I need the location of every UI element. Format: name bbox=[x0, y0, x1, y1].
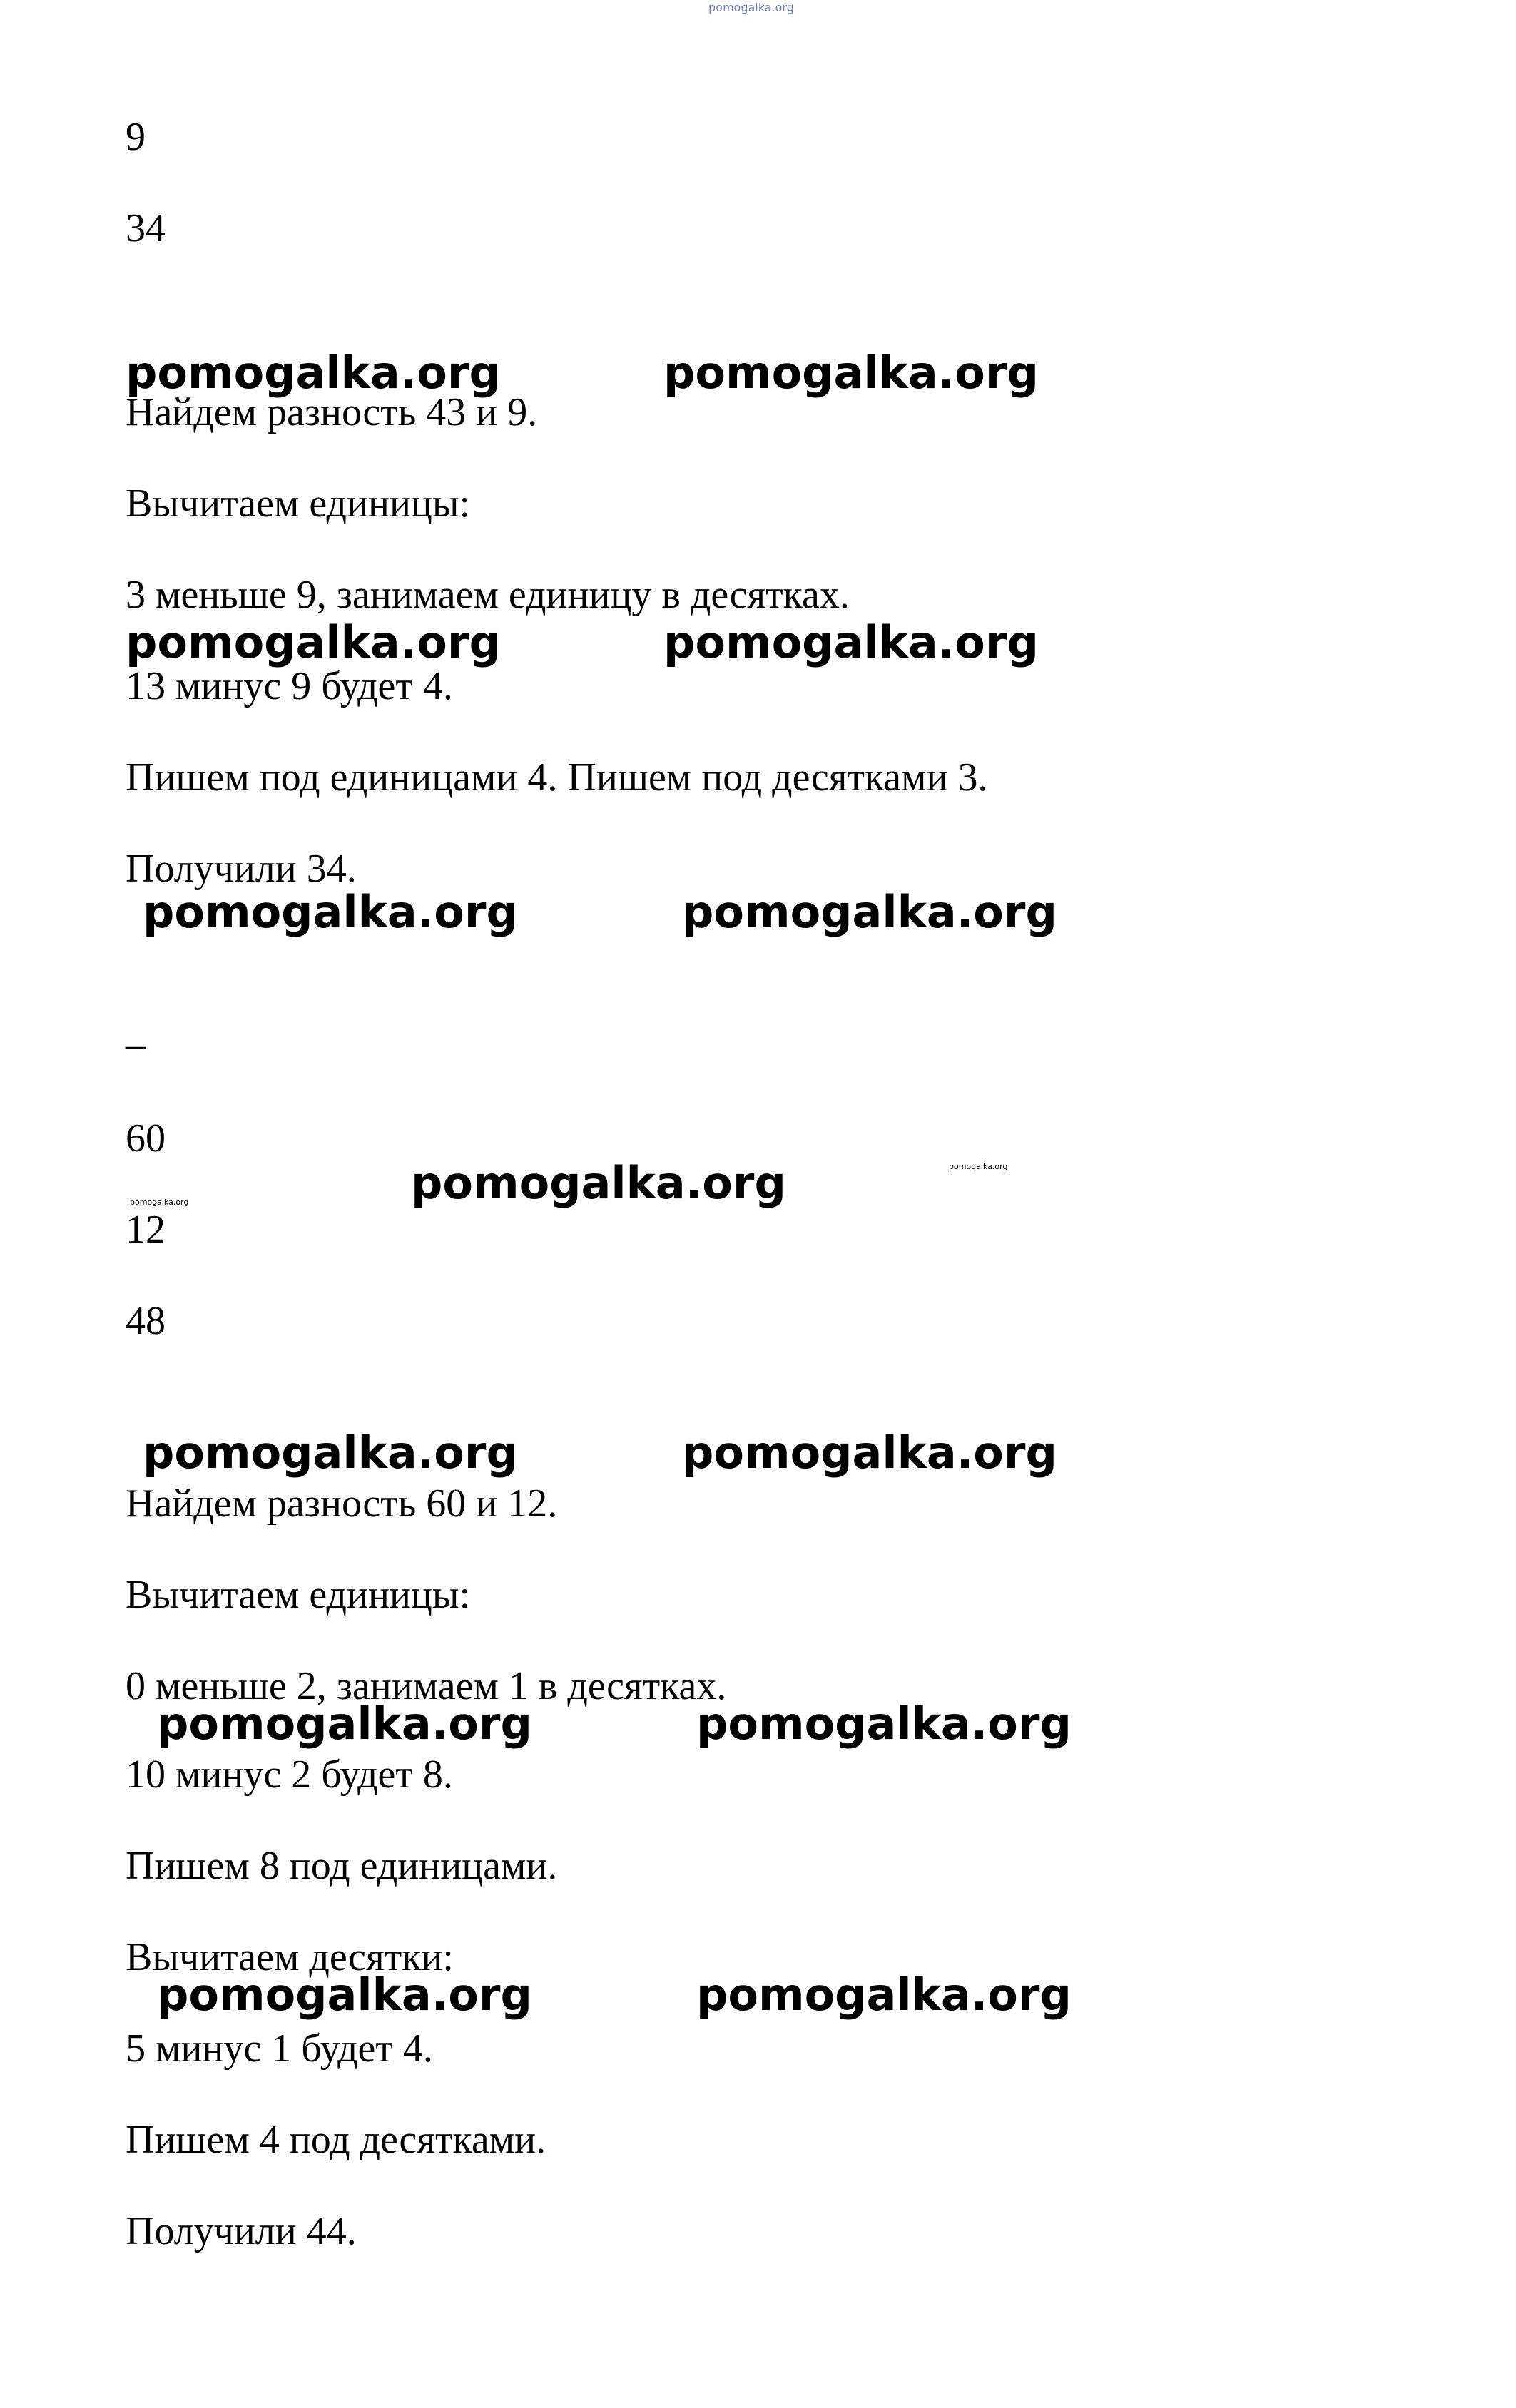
ex2-step-1: Найдем разность 60 и 12. bbox=[126, 1481, 558, 1526]
watermark-small: pomogalka.org bbox=[130, 1198, 189, 1207]
ex1-subtrahend: 9 bbox=[126, 115, 146, 159]
watermark: pomogalka.org bbox=[143, 886, 518, 938]
ex2-step-7: 5 минус 1 будет 4. bbox=[126, 2026, 433, 2071]
ex2-step-2: Вычитаем единицы: bbox=[126, 1573, 471, 1617]
ex2-result: 48 bbox=[126, 1299, 166, 1343]
watermark: pomogalka.org bbox=[682, 886, 1057, 938]
ex1-step-1: Найдем разность 43 и 9. bbox=[126, 390, 538, 434]
ex1-step-5: Пишем под единицами 4. Пишем под десятками 3. bbox=[126, 755, 988, 800]
watermark: pomogalka.org bbox=[682, 1427, 1057, 1479]
ex1-step-2: Вычитаем единицы: bbox=[126, 481, 471, 526]
watermark: pomogalka.org bbox=[143, 1427, 518, 1479]
ex1-step-4: 13 минус 9 будет 4. bbox=[126, 664, 453, 708]
watermark: pomogalka.org bbox=[696, 1698, 1072, 1750]
watermark: pomogalka.org bbox=[157, 1698, 532, 1750]
ex1-result: 34 bbox=[126, 206, 166, 250]
ex2-step-8: Пишем 4 под десятками. bbox=[126, 2118, 546, 2162]
ex2-step-4: 10 минус 2 будет 8. bbox=[126, 1753, 453, 1797]
watermark: pomogalka.org bbox=[126, 347, 501, 399]
ex2-step-3: 0 меньше 2, занимаем 1 в десятках. bbox=[126, 1664, 727, 1708]
watermark: pomogalka.org bbox=[663, 347, 1039, 399]
watermark: pomogalka.org bbox=[663, 616, 1039, 668]
watermark: pomogalka.org bbox=[411, 1157, 786, 1209]
watermark: pomogalka.org bbox=[126, 616, 501, 668]
watermark: pomogalka.org bbox=[157, 1969, 532, 2021]
watermark-small: pomogalka.org bbox=[949, 1162, 1008, 1171]
ex2-subtrahend: 12 bbox=[126, 1208, 166, 1252]
watermark: pomogalka.org bbox=[696, 1969, 1072, 2021]
ex2-operator: – bbox=[126, 1022, 146, 1066]
ex2-step-6: Вычитаем десятки: bbox=[126, 1935, 454, 1979]
ex2-minuend: 60 bbox=[126, 1116, 166, 1160]
ex1-step-6: Получили 34. bbox=[126, 847, 357, 891]
ex2-step-9: Получили 44. bbox=[126, 2209, 357, 2253]
ex2-step-5: Пишем 8 под единицами. bbox=[126, 1844, 558, 1888]
ex1-step-3: 3 меньше 9, занимаем единицу в десятках. bbox=[126, 573, 850, 617]
header-watermark: pomogalka.org bbox=[708, 1, 794, 14]
